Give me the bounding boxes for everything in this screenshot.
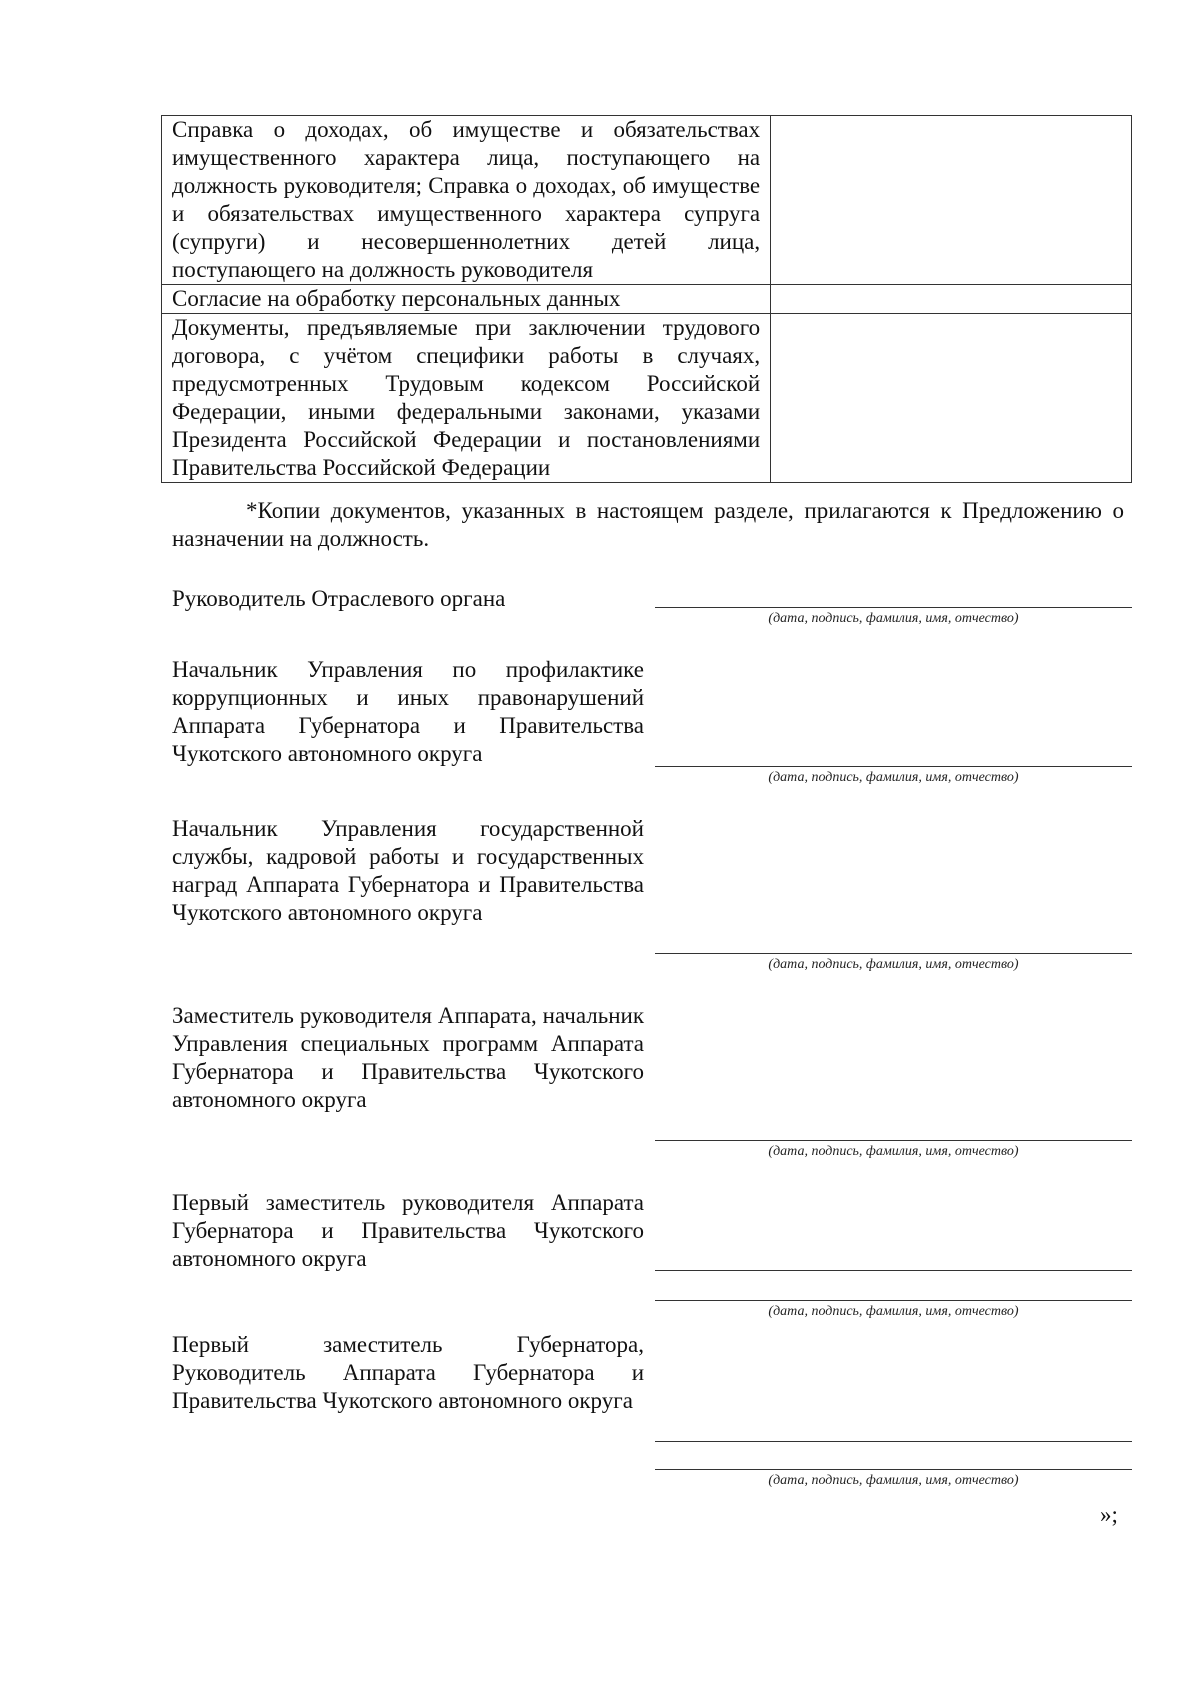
signature-line	[655, 607, 1132, 608]
signature-caption: (дата, подпись, фамилия, имя, отчество)	[768, 611, 1019, 626]
signature-caption: (дата, подпись, фамилия, имя, отчество)	[768, 1144, 1019, 1159]
table-row	[162, 314, 1132, 483]
signature-title: Начальник Управления по профилактике коррупционных и иных правонарушений Аппарата Губернатора и Правительства Чукотского автономного округа	[172, 657, 644, 766]
signature-title: Руководитель Отраслевого органа	[172, 586, 506, 611]
signature-line	[655, 1441, 1132, 1442]
signature-title: Заместитель руководителя Аппарата, начальник Управления специальных программ Аппарата Губернатора и Правительства Чукотского автономного округа	[172, 1003, 644, 1112]
signature-title: Начальник Управления государственной службы, кадровой работы и государственных наград Аппарата Губернатора и Правительства Чукотского автономного округа	[172, 816, 644, 925]
signature-caption: (дата, подпись, фамилия, имя, отчество)	[768, 1473, 1019, 1488]
signature-line	[655, 953, 1132, 954]
signature-caption: (дата, подпись, фамилия, имя, отчество)	[768, 770, 1019, 785]
signature-caption: (дата, подпись, фамилия, имя, отчество)	[768, 957, 1019, 972]
signature-caption: (дата, подпись, фамилия, имя, отчество)	[768, 1304, 1019, 1319]
document-cell: Согласие на обработку персональных данных	[162, 285, 771, 314]
signature-line	[655, 1300, 1132, 1301]
signature-title: Первый заместитель руководителя Аппарата Губернатора и Правительства Чукотского автономного округа	[172, 1190, 644, 1271]
signature-line	[655, 1140, 1132, 1141]
value-cell	[771, 116, 1132, 285]
value-cell	[771, 285, 1132, 314]
document-cell: Справка о доходах, об имуществе и обязательствах имущественного характера лица, поступающего на должность руководителя; Справка о доходах, об имуществе и обязательствах имущественного характера супруга (супруги) и несовершеннолетних детей лица, поступающего на должность руководителя	[162, 116, 771, 285]
signature-line	[655, 1469, 1132, 1470]
signature-title: Первый заместитель Губернатора, Руководитель Аппарата Губернатора и Правительства Чукотского автономного округа	[172, 1332, 644, 1413]
document-cell: Документы, предъявляемые при заключении трудового договора, с учётом специфики работы в случаях, предусмотренных Трудовым кодексом Российской Федерации, иными федеральными законами, указами Президента Российской Федерации и постановлениями Правительства Российской Федерации	[162, 314, 771, 483]
signature-line	[655, 1270, 1132, 1271]
table-row	[162, 285, 1132, 314]
closing-quote: »;	[1100, 1502, 1118, 1527]
documents-table	[161, 115, 1132, 483]
value-cell	[771, 314, 1132, 483]
signature-line	[655, 766, 1132, 767]
table-row	[162, 116, 1132, 285]
footnote: *Копии документов, указанных в настоящем разделе, прилагаются к Предложению о назначении на должность.	[172, 498, 1124, 551]
